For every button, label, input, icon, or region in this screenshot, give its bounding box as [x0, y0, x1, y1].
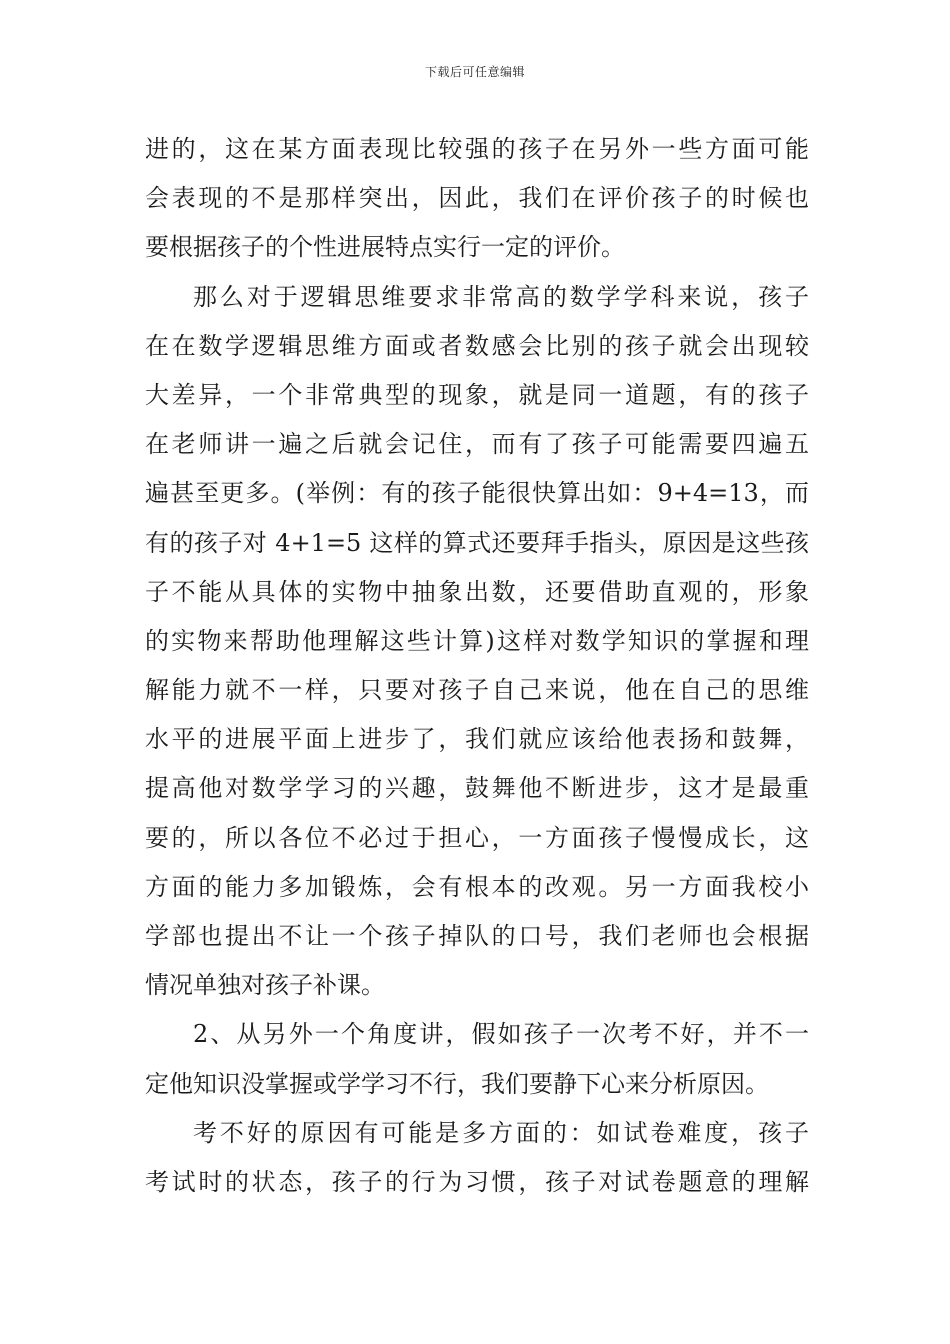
text-line: 在老师讲一遍之后就会记住，而有了孩子可能需要四遍五 [145, 430, 809, 459]
text-line: 大差异，一个非常典型的现象，就是同一道题，有的孩子 [145, 380, 809, 409]
paragraph [145, 1010, 809, 1108]
text-line: 2、从另外一个角度讲，假如孩子一次考不好，并不一 [193, 1020, 809, 1049]
text-line: 解能力就不一样，只要对孩子自己来说，他在自己的思维 [145, 676, 809, 705]
text-line: 要根据孩子的个性进展特点实行一定的评价。 [145, 233, 625, 262]
text-line: 学部也提出不让一个孩子掉队的口号，我们老师也会根据 [145, 922, 809, 950]
text-line: 考不好的原因有可能是多方面的：如试卷难度，孩子 [193, 1118, 809, 1147]
text-line: 遍甚至更多。(举例：有的孩子能很快算出如：9+4=13，而 [145, 479, 809, 508]
text-line: 进的，这在某方面表现比较强的孩子在另外一些方面可能 [145, 135, 809, 163]
text-line: 子不能从具体的实物中抽象出数，还要借助直观的，形象 [145, 577, 809, 606]
text-line: 提高他对数学学习的兴趣，鼓舞他不断进步，这才是最重 [145, 774, 809, 803]
paragraph [145, 273, 809, 1011]
text-line: 情况单独对孩子补课。 [145, 971, 385, 1000]
text-line: 方面的能力多加锻炼，会有根本的改观。另一方面我校小 [145, 872, 809, 901]
text-line: 考试时的状态，孩子的行为习惯，孩子对试卷题意的理解 [145, 1167, 809, 1196]
text-line: 有的孩子对 4+1=5 这样的算式还要拜手指头，原因是这些孩 [145, 528, 809, 557]
text-line: 会表现的不是那样突出，因此，我们在评价孩子的时候也 [145, 184, 809, 213]
text-line: 水平的进展平面上进步了，我们就应该给他表扬和鼓舞， [145, 725, 809, 754]
document-body [145, 125, 809, 1207]
paragraph [145, 1109, 809, 1207]
paragraph [145, 125, 809, 273]
page-header: 下载后可任意编辑 [424, 65, 525, 79]
text-line: 在在数学逻辑思维方面或者数感会比别的孩子就会出现较 [145, 331, 809, 360]
text-line: 的实物来帮助他理解这些计算)这样对数学知识的掌握和理 [145, 626, 809, 655]
text-line: 要的，所以各位不必过于担心，一方面孩子慢慢成长，这 [145, 823, 809, 852]
text-line: 定他知识没掌握或学学习不行，我们要静下心来分析原因。 [145, 1069, 769, 1098]
text-line: 那么对于逻辑思维要求非常高的数学学科来说，孩子 [193, 282, 809, 311]
